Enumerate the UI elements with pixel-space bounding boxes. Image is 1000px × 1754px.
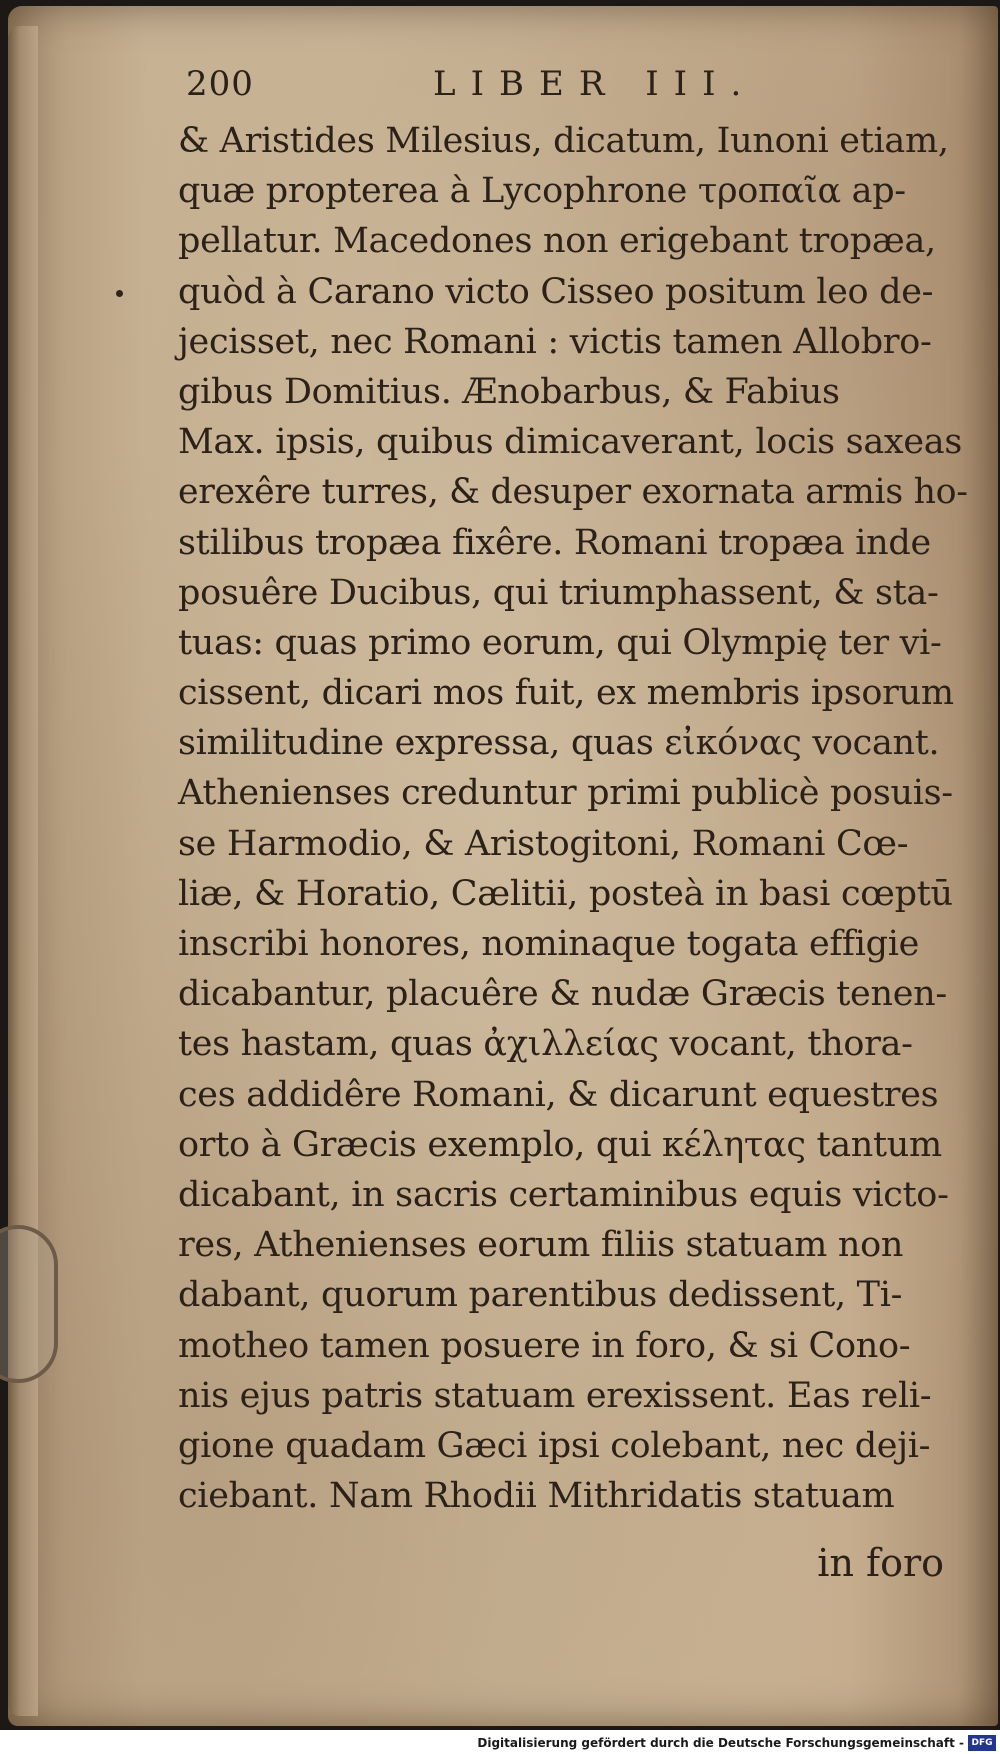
- catchword: in foro: [817, 1541, 944, 1586]
- digitization-credit: Digitalisierung gefördert durch die Deutsche Forschungsgemeinschaft -: [477, 1736, 964, 1750]
- text-block: [178, 64, 968, 1593]
- text-line: inscribi honores, nominaque togata effigie: [178, 924, 920, 964]
- text-line: dicabant, in sacris certaminibus equis victo-: [178, 1174, 949, 1215]
- text-line: Athenienses creduntur primi publicè posuis-: [178, 773, 953, 814]
- book-page: [8, 6, 998, 1726]
- text-line: tuas: quas primo eorum, qui Olympię ter vi-: [178, 622, 942, 663]
- text-line: quòd à Carano victo Cisseo positum leo de-: [178, 271, 934, 312]
- text-line: & Aristides Milesius, dicatum, Iunoni etiam,: [178, 121, 949, 161]
- text-line: gione quadam Gæci ipsi colebant, nec deji-: [178, 1425, 931, 1466]
- text-line: pellatur. Macedones non erigebant tropæa,: [178, 221, 936, 262]
- text-line: stilibus tropæa fixêre. Romani tropæa inde: [178, 522, 931, 563]
- running-title: LIBER III.: [433, 64, 757, 104]
- page-edge: [8, 26, 38, 1716]
- text-line: motheo tamen posuere in foro, & si Cono-: [178, 1325, 911, 1366]
- text-line: quæ propterea à Lycophrone τροπαῖα ap-: [178, 171, 906, 212]
- text-line: se Harmodio, & Aristogitoni, Romani Cœ-: [178, 823, 909, 864]
- text-line: orto à Græcis exemplo, qui κέλητας tantum: [178, 1124, 942, 1165]
- text-line: dabant, quorum parentibus dedissent, Ti-: [178, 1275, 903, 1316]
- text-line: res, Athenienses eorum filiis statuam non: [178, 1225, 904, 1266]
- text-line: cissent, dicari mos fuit, ex membris ipsorum: [178, 673, 954, 714]
- text-line: dicabantur, placuêre & nudæ Græcis tenen-: [178, 974, 947, 1015]
- footer-strip: [0, 1730, 1000, 1754]
- text-line: posuêre Ducibus, qui triumphassent, & sta-: [178, 572, 939, 613]
- dfg-logo: DFG: [968, 1735, 996, 1751]
- text-line: liæ, & Horatio, Cælitii, posteà in basi cœptū: [178, 873, 953, 914]
- ink-spot: [116, 290, 123, 297]
- text-line: gibus Domitius. Ænobarbus, & Fabius: [178, 371, 840, 412]
- text-line: similitudine expressa, quas εἰκόνας vocant.: [178, 723, 940, 764]
- text-line: erexêre turres, & desuper exornata armis ho-: [178, 472, 968, 513]
- text-line: tes hastam, quas ἀχιλλείας vocant, thora-: [178, 1024, 913, 1065]
- text-line: nis ejus patris statuam erexissent. Eas reli-: [178, 1375, 932, 1416]
- text-line: Max. ipsis, quibus dimicaverant, locis saxeas: [178, 422, 962, 463]
- text-line: ciebant. Nam Rhodii Mithridatis statuam: [178, 1476, 895, 1517]
- book-clasp: [0, 1225, 58, 1383]
- page-number: 200: [186, 64, 254, 104]
- running-head: [178, 64, 968, 116]
- text-line: jecisset, nec Romani : victis tamen Allobro-: [178, 321, 932, 362]
- body-text: [178, 116, 968, 1521]
- text-line: ces addidêre Romani, & dicarunt equestres: [178, 1074, 939, 1115]
